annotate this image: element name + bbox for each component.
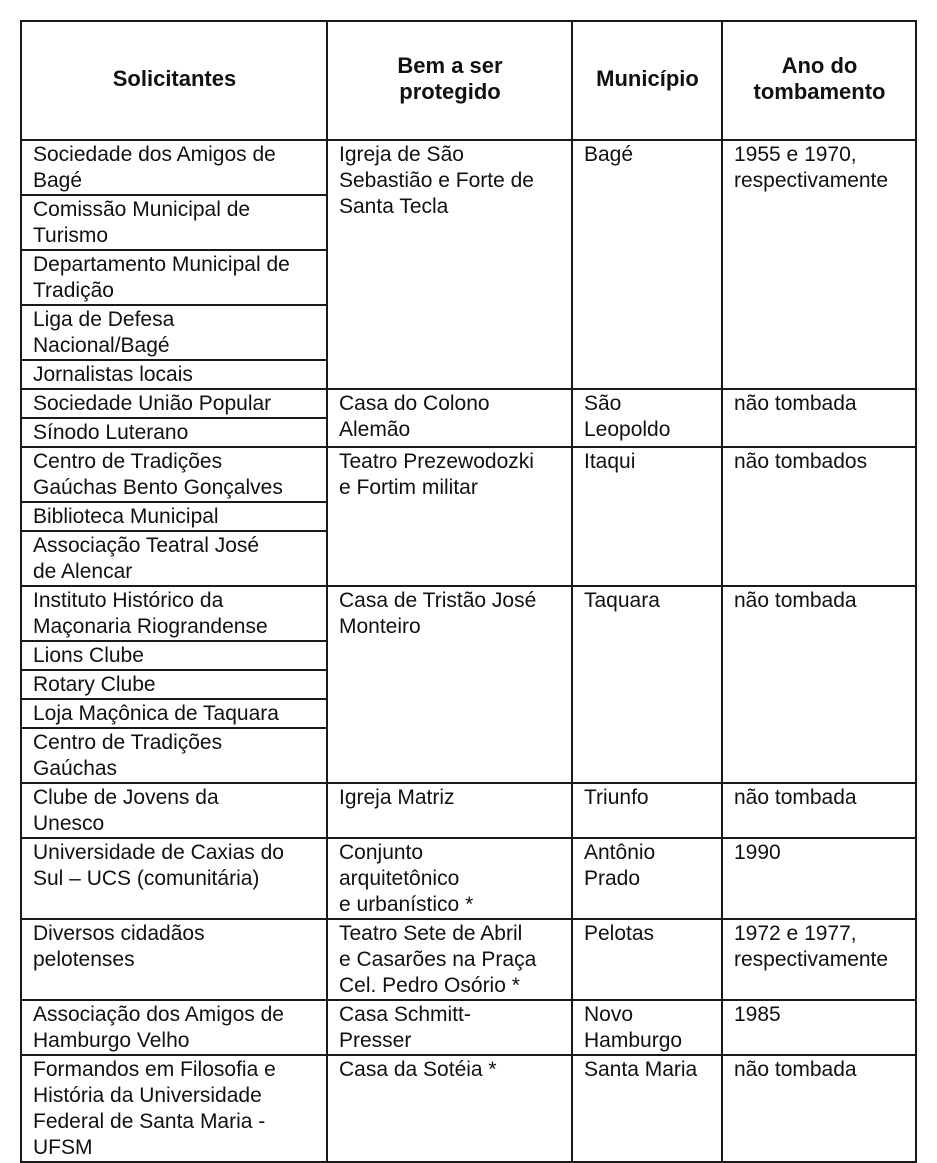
municipio-cell: Santa Maria — [572, 1055, 722, 1162]
ano-cell: 1955 e 1970, respectivamente — [722, 140, 916, 389]
header-row — [21, 21, 916, 140]
table-row — [21, 586, 916, 641]
bem-cell: Casa da Sotéia * — [327, 1055, 572, 1162]
municipio-cell: Triunfo — [572, 783, 722, 838]
header-bem: Bem a ser protegido — [327, 21, 572, 140]
solicitante-cell: Formandos em Filosofia e História da Universidade Federal de Santa Maria - UFSM — [21, 1055, 327, 1162]
table-body — [21, 140, 916, 1162]
solicitante-cell: Sociedade União Popular — [21, 389, 327, 418]
ano-cell: 1990 — [722, 838, 916, 919]
bem-cell: Igreja de São Sebastião e Forte de Santa Tecla — [327, 140, 572, 389]
solicitante-cell: Centro de Tradições Gaúchas Bento Gonçalves — [21, 447, 327, 502]
header-ano: Ano do tombamento — [722, 21, 916, 140]
ano-cell: não tombada — [722, 783, 916, 838]
solicitante-cell: Instituto Histórico da Maçonaria Riograndense — [21, 586, 327, 641]
table-row — [21, 140, 916, 195]
solicitante-cell: Loja Maçônica de Taquara — [21, 699, 327, 728]
municipio-cell: São Leopoldo — [572, 389, 722, 447]
bem-cell: Igreja Matriz — [327, 783, 572, 838]
ano-cell: não tombada — [722, 586, 916, 783]
ano-cell: 1972 e 1977, respectivamente — [722, 919, 916, 1000]
municipio-cell: Novo Hamburgo — [572, 1000, 722, 1055]
solicitante-cell: Centro de Tradições Gaúchas — [21, 728, 327, 783]
solicitante-cell: Comissão Municipal de Turismo — [21, 195, 327, 250]
solicitante-cell: Sínodo Luterano — [21, 418, 327, 447]
solicitante-cell: Universidade de Caxias do Sul – UCS (comunitária) — [21, 838, 327, 919]
solicitante-cell: Departamento Municipal de Tradição — [21, 250, 327, 305]
ano-cell: 1985 — [722, 1000, 916, 1055]
table-row — [21, 389, 916, 418]
tombamento-table — [20, 20, 917, 1163]
solicitante-cell: Associação dos Amigos de Hamburgo Velho — [21, 1000, 327, 1055]
solicitante-cell: Lions Clube — [21, 641, 327, 670]
ano-cell: não tombada — [722, 1055, 916, 1162]
bem-cell: Casa do Colono Alemão — [327, 389, 572, 447]
municipio-cell: Pelotas — [572, 919, 722, 1000]
table-row — [21, 919, 916, 1000]
solicitante-cell: Associação Teatral José de Alencar — [21, 531, 327, 586]
solicitante-cell: Sociedade dos Amigos de Bagé — [21, 140, 327, 195]
solicitante-cell: Rotary Clube — [21, 670, 327, 699]
bem-cell: Casa Schmitt- Presser — [327, 1000, 572, 1055]
bem-cell: Casa de Tristão José Monteiro — [327, 586, 572, 783]
table-row — [21, 447, 916, 502]
ano-cell: não tombada — [722, 389, 916, 447]
table-row — [21, 783, 916, 838]
table-row — [21, 1000, 916, 1055]
ano-cell: não tombados — [722, 447, 916, 586]
municipio-cell: Itaqui — [572, 447, 722, 586]
solicitante-cell: Diversos cidadãos pelotenses — [21, 919, 327, 1000]
bem-cell: Conjunto arquitetônico e urbanístico * — [327, 838, 572, 919]
table-row — [21, 838, 916, 919]
municipio-cell: Antônio Prado — [572, 838, 722, 919]
table-row — [21, 1055, 916, 1162]
solicitante-cell: Jornalistas locais — [21, 360, 327, 389]
header-municipio: Município — [572, 21, 722, 140]
header-solicitantes: Solicitantes — [21, 21, 327, 140]
municipio-cell: Taquara — [572, 586, 722, 783]
bem-cell: Teatro Sete de Abril e Casarões na Praça Cel. Pedro Osório * — [327, 919, 572, 1000]
bem-cell: Teatro Prezewodozki e Fortim militar — [327, 447, 572, 586]
municipio-cell: Bagé — [572, 140, 722, 389]
solicitante-cell: Clube de Jovens da Unesco — [21, 783, 327, 838]
solicitante-cell: Liga de Defesa Nacional/Bagé — [21, 305, 327, 360]
solicitante-cell: Biblioteca Municipal — [21, 502, 327, 531]
